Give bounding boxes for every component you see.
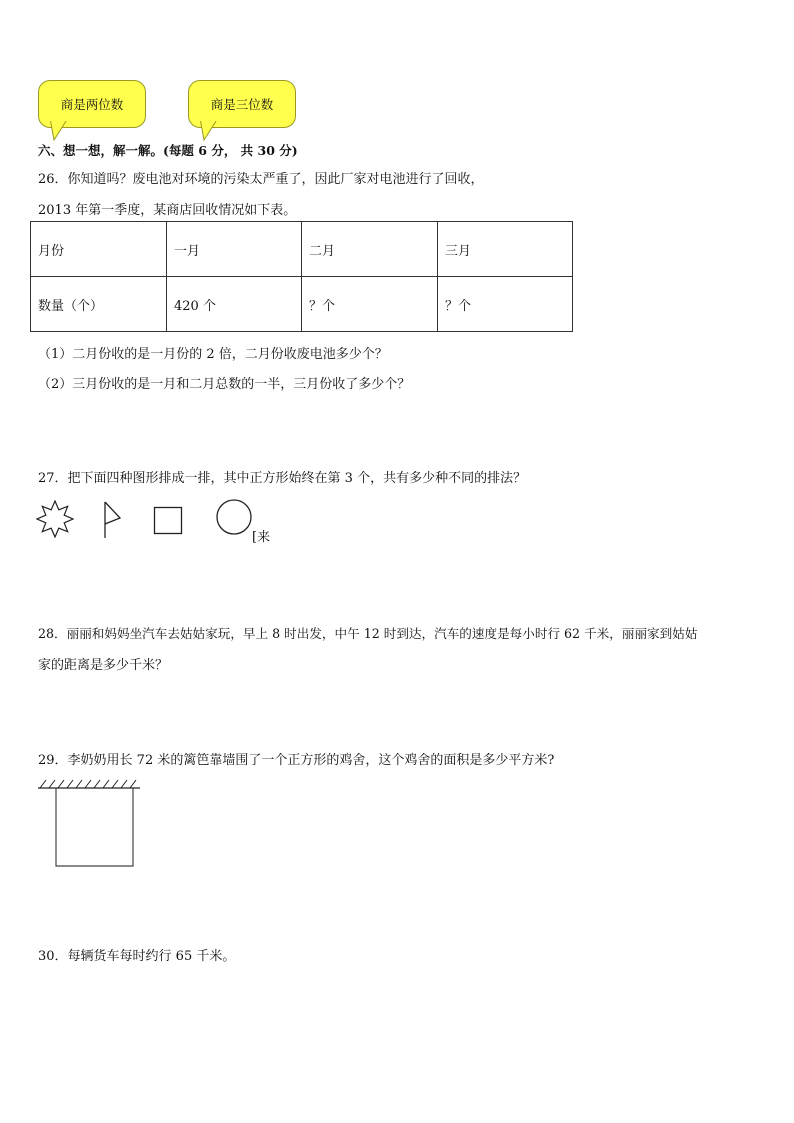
table-cell: ？个: [302, 277, 438, 332]
table-cell: 420 个: [167, 277, 302, 332]
table-cell: 二月: [302, 222, 438, 277]
table-cell: 三月: [438, 222, 573, 277]
q28-line1: 28．丽丽和妈妈坐汽车去姑姑家玩，早上 8 时出发，中午 12 时到达，汽车的速度是每小时行 62 千米，丽丽家到姑姑: [38, 626, 698, 641]
star-icon: [36, 500, 74, 538]
stray-text: [来: [252, 530, 271, 545]
q27-text: 27．把下面四种图形排成一排，其中正方形始终在第 3 个，共有多少种不同的排法？: [38, 471, 527, 486]
q29-text: 29．李奶奶用长 72 米的篱笆靠墙围了一个正方形的鸡舍，这个鸡舍的面积是多少平方米?: [38, 753, 555, 768]
table-row: [31, 277, 573, 332]
table-cell: 月份: [31, 222, 167, 277]
bubble-tail-right: [188, 118, 228, 142]
section-heading: 六、想一想，解一解。(每题 6 分， 共 30 分): [38, 143, 298, 158]
table-row: [31, 222, 573, 277]
q28-line2: 家的距离是多少千米？: [38, 658, 169, 673]
bubble-label: 商是三位数: [210, 97, 274, 112]
battery-recycling-table: [30, 221, 573, 332]
circle-icon: [214, 498, 254, 538]
q26-line1: 26．你知道吗？废电池对环境的污染太严重了，因此厂家对电池进行了回收，: [38, 172, 484, 187]
table-cell: 一月: [167, 222, 302, 277]
q26-sub2: （2）三月份收的是一月和二月总数的一半，三月份收了多少个？: [38, 377, 411, 392]
q26-sub1: （1）二月份收的是一月份的 2 倍，二月份收废电池多少个？: [38, 347, 388, 362]
chicken-coop-diagram: [36, 778, 146, 870]
square-icon: [153, 506, 185, 536]
table-cell: 数量（个）: [31, 277, 167, 332]
flag-icon: [100, 500, 126, 540]
q26-line2: 2013 年第一季度，某商店回收情况如下表。: [38, 203, 297, 218]
bubble-label: 商是两位数: [60, 97, 124, 112]
bubble-tail-left: [38, 118, 78, 142]
q30-text: 30．每辆货车每时约行 65 千米。: [38, 949, 236, 964]
table-cell: ？个: [438, 277, 573, 332]
